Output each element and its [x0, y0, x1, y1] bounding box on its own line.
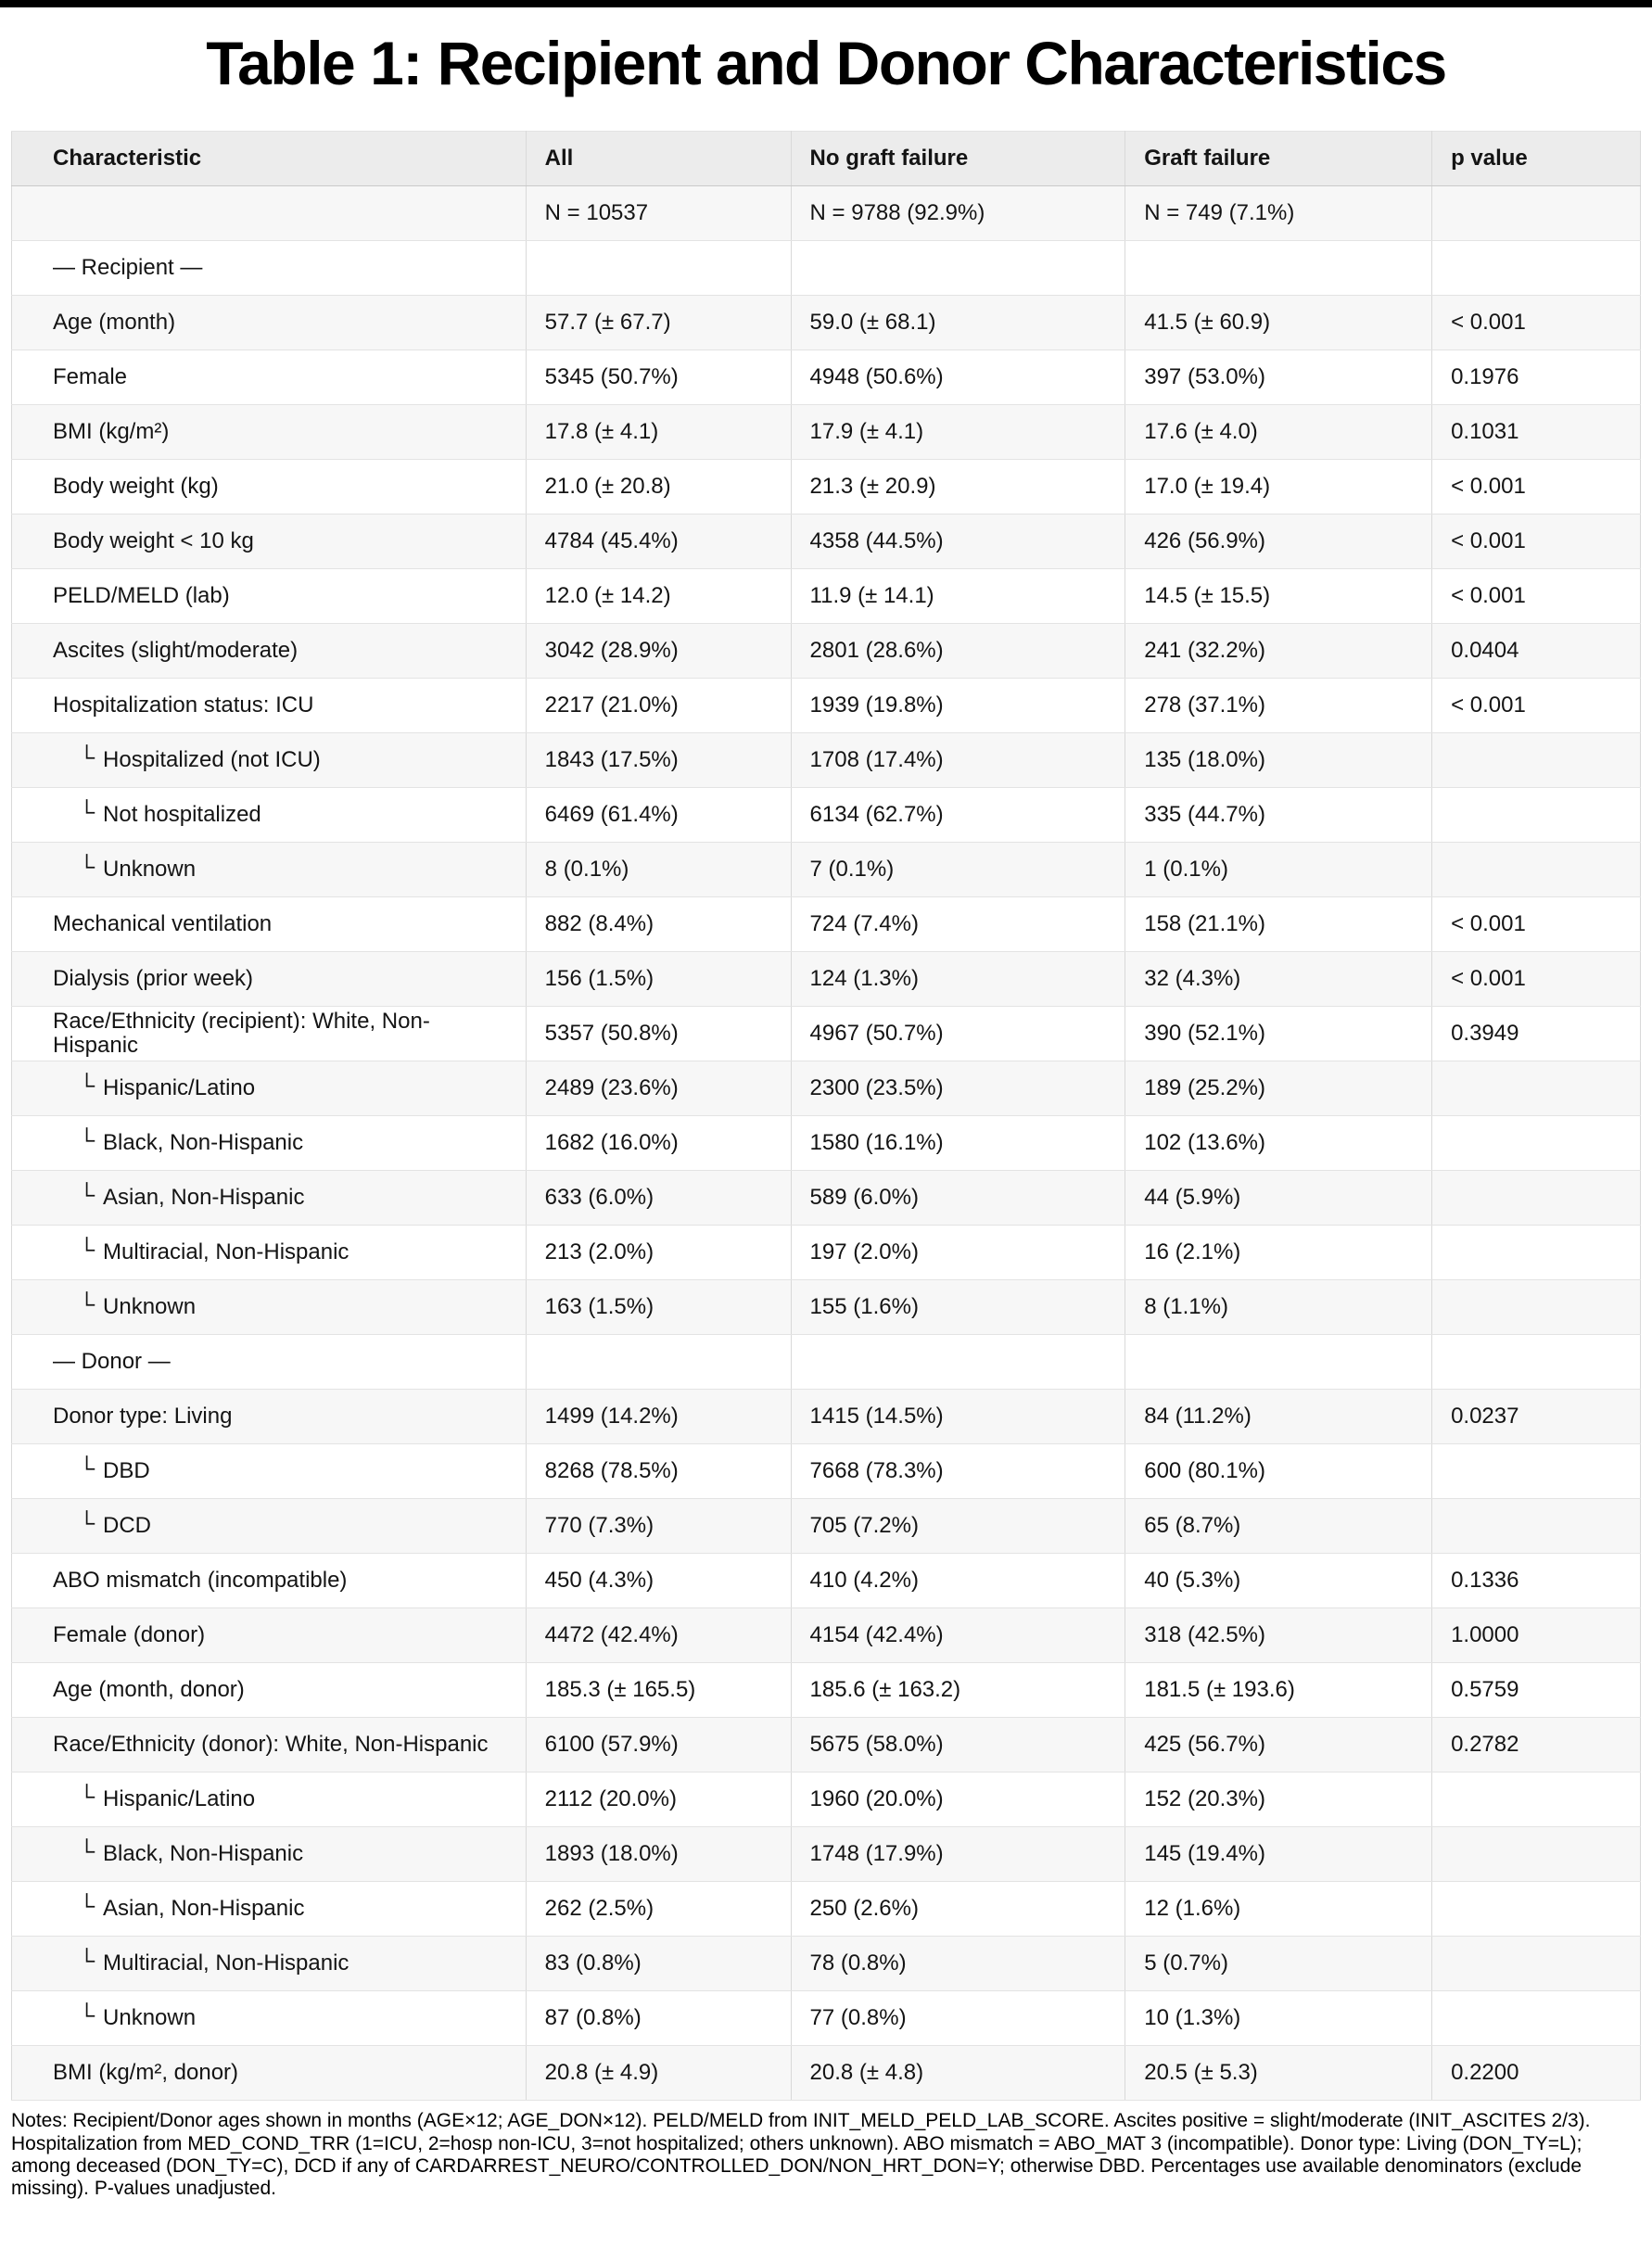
value-cell-graft-failure	[1125, 1335, 1432, 1390]
table-row	[12, 1827, 1641, 1882]
row-label-cell: ABO mismatch (incompatible)	[12, 1554, 527, 1608]
row-label-cell: PELD/MELD (lab)	[12, 569, 527, 624]
row-label-cell: Hospitalization status: ICU	[12, 679, 527, 733]
row-label: Unknown	[103, 857, 197, 883]
table-row	[12, 460, 1641, 515]
value-cell-all: 4472 (42.4%)	[526, 1608, 791, 1663]
table-notes: Notes: Recipient/Donor ages shown in months (AGE×12; AGE_DON×12). PELD/MELD from INIT_MELD_PELD_LAB_SCORE. Ascites positive = slight/moderate (INIT_ASCITES 2/3). Hospitalization from MED_COND_TRR (1=ICU, 2=hosp non-ICU, 3=not hospitalized; others unknown). ABO mismatch = ABO_MAT 3 (incompatible). Donor type: Living (DON_TY=L); among deceased (DON_TY=C), DCD if any of CARDARREST_NEURO/CONTROLLED_DON/NON_HRT_DON=Y; otherwise DBD. Percentages use available denominators (exclude missing). P-values unadjusted.	[11, 2110, 1591, 2200]
row-label: Multiracial, Non-Hispanic	[103, 1950, 349, 1976]
row-label-cell: Mechanical ventilation	[12, 897, 527, 952]
p-value-cell: 0.1976	[1432, 350, 1641, 405]
value-cell-all: 12.0 (± 14.2)	[526, 569, 791, 624]
value-cell-no-graft-failure: 1939 (19.8%)	[791, 679, 1125, 733]
p-value-cell	[1432, 1991, 1641, 2046]
p-value-cell	[1432, 1280, 1641, 1335]
branch-icon: └	[79, 1128, 95, 1154]
p-value-cell	[1432, 241, 1641, 296]
value-cell-all: 5357 (50.8%)	[526, 1007, 791, 1061]
table-row	[12, 1554, 1641, 1608]
value-cell-no-graft-failure: 155 (1.6%)	[791, 1280, 1125, 1335]
table-row	[12, 624, 1641, 679]
p-value-cell: 0.2200	[1432, 2046, 1641, 2101]
table-row	[12, 1718, 1641, 1773]
table-row	[12, 1608, 1641, 1663]
value-cell-graft-failure: 145 (19.4%)	[1125, 1827, 1432, 1882]
header-p-value: p value	[1432, 132, 1641, 186]
value-cell-graft-failure: 14.5 (± 15.5)	[1125, 569, 1432, 624]
value-cell-no-graft-failure: 1708 (17.4%)	[791, 733, 1125, 788]
p-value-cell	[1432, 1171, 1641, 1226]
p-value-cell: < 0.001	[1432, 569, 1641, 624]
value-cell-no-graft-failure: 705 (7.2%)	[791, 1499, 1125, 1554]
table-row	[12, 1882, 1641, 1937]
value-cell-no-graft-failure: 1580 (16.1%)	[791, 1116, 1125, 1171]
branch-icon: └	[79, 1292, 95, 1318]
value-cell-graft-failure: 318 (42.5%)	[1125, 1608, 1432, 1663]
value-cell-all: 882 (8.4%)	[526, 897, 791, 952]
value-cell-no-graft-failure: 2300 (23.5%)	[791, 1061, 1125, 1116]
value-cell-graft-failure: 8 (1.1%)	[1125, 1280, 1432, 1335]
section-row	[12, 1335, 1641, 1390]
value-cell-graft-failure: 5 (0.7%)	[1125, 1937, 1432, 1991]
value-cell-no-graft-failure	[791, 241, 1125, 296]
section-row	[12, 241, 1641, 296]
table-row	[12, 350, 1641, 405]
p-value-cell: 0.5759	[1432, 1663, 1641, 1718]
value-cell-no-graft-failure: 1748 (17.9%)	[791, 1827, 1125, 1882]
header-all: All	[526, 132, 791, 186]
value-cell-all: 5345 (50.7%)	[526, 350, 791, 405]
value-cell-graft-failure: 189 (25.2%)	[1125, 1061, 1432, 1116]
row-label-cell: Female	[12, 350, 527, 405]
value-cell-all: 3042 (28.9%)	[526, 624, 791, 679]
table-row	[12, 1171, 1641, 1226]
value-cell-no-graft-failure: 21.3 (± 20.9)	[791, 460, 1125, 515]
value-cell-no-graft-failure: 4154 (42.4%)	[791, 1608, 1125, 1663]
branch-icon: └	[79, 1074, 95, 1099]
header-no-graft-failure: No graft failure	[791, 132, 1125, 186]
table-row	[12, 515, 1641, 569]
value-cell-no-graft-failure: 5675 (58.0%)	[791, 1718, 1125, 1773]
table-row	[12, 1937, 1641, 1991]
branch-icon: └	[79, 1949, 95, 1975]
value-cell-graft-failure: 12 (1.6%)	[1125, 1882, 1432, 1937]
row-label-cell: — Recipient —	[12, 241, 527, 296]
row-label-cell: BMI (kg/m², donor)	[12, 2046, 527, 2101]
p-value-cell	[1432, 1226, 1641, 1280]
row-label-cell	[12, 1937, 527, 1991]
header-row	[12, 132, 1641, 186]
row-label: Asian, Non-Hispanic	[103, 1896, 305, 1922]
p-value-cell	[1432, 1773, 1641, 1827]
value-cell-graft-failure: 181.5 (± 193.6)	[1125, 1663, 1432, 1718]
table-row	[12, 1991, 1641, 2046]
value-cell-all: 6469 (61.4%)	[526, 788, 791, 843]
value-cell-all: 57.7 (± 67.7)	[526, 296, 791, 350]
table-row	[12, 1773, 1641, 1827]
value-cell-graft-failure: 102 (13.6%)	[1125, 1116, 1432, 1171]
row-label-cell	[12, 843, 527, 897]
value-cell-all: 262 (2.5%)	[526, 1882, 791, 1937]
value-cell-all: 6100 (57.9%)	[526, 1718, 791, 1773]
row-label-cell	[12, 1827, 527, 1882]
value-cell-no-graft-failure: 410 (4.2%)	[791, 1554, 1125, 1608]
table-row	[12, 952, 1641, 1007]
value-cell-no-graft-failure: 197 (2.0%)	[791, 1226, 1125, 1280]
p-value-cell: < 0.001	[1432, 515, 1641, 569]
value-cell-no-graft-failure: 20.8 (± 4.8)	[791, 2046, 1125, 2101]
branch-icon: └	[79, 1785, 95, 1811]
branch-icon: └	[79, 1894, 95, 1920]
value-cell-graft-failure: 425 (56.7%)	[1125, 1718, 1432, 1773]
p-value-cell: < 0.001	[1432, 952, 1641, 1007]
p-value-cell	[1432, 843, 1641, 897]
row-label-cell	[12, 1226, 527, 1280]
row-label-cell: — Donor —	[12, 1335, 527, 1390]
value-cell-graft-failure	[1125, 241, 1432, 296]
value-cell-all: N = 10537	[526, 186, 791, 241]
value-cell-no-graft-failure: 4358 (44.5%)	[791, 515, 1125, 569]
row-label-cell: Donor type: Living	[12, 1390, 527, 1444]
row-label-cell	[12, 1499, 527, 1554]
value-cell-graft-failure: 241 (32.2%)	[1125, 624, 1432, 679]
row-label-cell: Female (donor)	[12, 1608, 527, 1663]
value-cell-graft-failure: 17.0 (± 19.4)	[1125, 460, 1432, 515]
value-cell-graft-failure: 84 (11.2%)	[1125, 1390, 1432, 1444]
branch-icon: └	[79, 1183, 95, 1209]
value-cell-no-graft-failure: 2801 (28.6%)	[791, 624, 1125, 679]
row-label-cell	[12, 733, 527, 788]
value-cell-all: 4784 (45.4%)	[526, 515, 791, 569]
row-label-cell: Body weight (kg)	[12, 460, 527, 515]
value-cell-no-graft-failure: 4967 (50.7%)	[791, 1007, 1125, 1061]
value-cell-all: 213 (2.0%)	[526, 1226, 791, 1280]
value-cell-graft-failure: 65 (8.7%)	[1125, 1499, 1432, 1554]
p-value-cell	[1432, 1335, 1641, 1390]
value-cell-no-graft-failure: N = 9788 (92.9%)	[791, 186, 1125, 241]
value-cell-no-graft-failure: 1415 (14.5%)	[791, 1390, 1125, 1444]
p-value-cell	[1432, 788, 1641, 843]
p-value-cell: < 0.001	[1432, 897, 1641, 952]
p-value-cell	[1432, 1882, 1641, 1937]
branch-icon: └	[79, 1456, 95, 1482]
row-label-cell	[12, 1061, 527, 1116]
p-value-cell	[1432, 1116, 1641, 1171]
row-label-cell: Ascites (slight/moderate)	[12, 624, 527, 679]
table-row	[12, 1663, 1641, 1718]
p-value-cell	[1432, 1827, 1641, 1882]
row-label: Asian, Non-Hispanic	[103, 1185, 305, 1211]
p-value-cell	[1432, 1444, 1641, 1499]
table-row	[12, 1444, 1641, 1499]
value-cell-all: 8 (0.1%)	[526, 843, 791, 897]
row-label: Unknown	[103, 1294, 197, 1320]
table-row	[12, 1499, 1641, 1554]
row-label: Hispanic/Latino	[103, 1075, 256, 1101]
value-cell-no-graft-failure: 6134 (62.7%)	[791, 788, 1125, 843]
branch-icon: └	[79, 800, 95, 826]
value-cell-all: 2112 (20.0%)	[526, 1773, 791, 1827]
table-row	[12, 733, 1641, 788]
row-label: DBD	[103, 1458, 150, 1484]
value-cell-all: 770 (7.3%)	[526, 1499, 791, 1554]
table-row	[12, 1061, 1641, 1116]
value-cell-no-graft-failure: 1960 (20.0%)	[791, 1773, 1125, 1827]
value-cell-no-graft-failure: 59.0 (± 68.1)	[791, 296, 1125, 350]
table-row	[12, 1226, 1641, 1280]
row-label: Not hospitalized	[103, 802, 261, 828]
branch-icon: └	[79, 855, 95, 881]
table-row	[12, 405, 1641, 460]
table-row	[12, 897, 1641, 952]
table-body	[12, 186, 1641, 2101]
branch-icon: └	[79, 1238, 95, 1264]
table-row	[12, 569, 1641, 624]
row-label: Multiracial, Non-Hispanic	[103, 1239, 349, 1265]
branch-icon: └	[79, 745, 95, 771]
value-cell-all: 156 (1.5%)	[526, 952, 791, 1007]
value-cell-graft-failure: 44 (5.9%)	[1125, 1171, 1432, 1226]
p-value-cell: 0.2782	[1432, 1718, 1641, 1773]
value-cell-no-graft-failure: 589 (6.0%)	[791, 1171, 1125, 1226]
header-characteristic: Characteristic	[12, 132, 527, 186]
value-cell-graft-failure: 335 (44.7%)	[1125, 788, 1432, 843]
value-cell-all: 185.3 (± 165.5)	[526, 1663, 791, 1718]
row-label-cell	[12, 788, 527, 843]
table-row	[12, 1280, 1641, 1335]
row-label-cell	[12, 1882, 527, 1937]
row-label: Black, Non-Hispanic	[103, 1130, 304, 1156]
value-cell-all: 83 (0.8%)	[526, 1937, 791, 1991]
p-value-cell	[1432, 1937, 1641, 1991]
value-cell-all: 450 (4.3%)	[526, 1554, 791, 1608]
table-row	[12, 1390, 1641, 1444]
value-cell-no-graft-failure: 185.6 (± 163.2)	[791, 1663, 1125, 1718]
value-cell-no-graft-failure	[791, 1335, 1125, 1390]
value-cell-graft-failure: 40 (5.3%)	[1125, 1554, 1432, 1608]
p-value-cell: < 0.001	[1432, 460, 1641, 515]
row-label-cell	[12, 1773, 527, 1827]
value-cell-no-graft-failure: 78 (0.8%)	[791, 1937, 1125, 1991]
table-row	[12, 679, 1641, 733]
p-value-cell: < 0.001	[1432, 296, 1641, 350]
value-cell-graft-failure: 278 (37.1%)	[1125, 679, 1432, 733]
p-value-cell: 0.1336	[1432, 1554, 1641, 1608]
table-row	[12, 843, 1641, 897]
value-cell-all: 1499 (14.2%)	[526, 1390, 791, 1444]
value-cell-graft-failure: 10 (1.3%)	[1125, 1991, 1432, 2046]
table-row	[12, 296, 1641, 350]
value-cell-graft-failure: 397 (53.0%)	[1125, 350, 1432, 405]
value-cell-no-graft-failure: 124 (1.3%)	[791, 952, 1125, 1007]
value-cell-graft-failure: 426 (56.9%)	[1125, 515, 1432, 569]
row-label-cell: Race/Ethnicity (donor): White, Non-Hispanic	[12, 1718, 527, 1773]
value-cell-no-graft-failure: 4948 (50.6%)	[791, 350, 1125, 405]
value-cell-all: 1893 (18.0%)	[526, 1827, 791, 1882]
row-label-cell: Dialysis (prior week)	[12, 952, 527, 1007]
value-cell-no-graft-failure: 17.9 (± 4.1)	[791, 405, 1125, 460]
value-cell-graft-failure: 158 (21.1%)	[1125, 897, 1432, 952]
row-label: Hispanic/Latino	[103, 1786, 256, 1812]
characteristics-table	[11, 131, 1641, 2101]
p-value-cell	[1432, 1499, 1641, 1554]
p-value-cell	[1432, 1061, 1641, 1116]
table-row	[12, 1116, 1641, 1171]
p-value-cell: 0.3949	[1432, 1007, 1641, 1061]
value-cell-all: 2217 (21.0%)	[526, 679, 791, 733]
value-cell-graft-failure: 32 (4.3%)	[1125, 952, 1432, 1007]
value-cell-all: 87 (0.8%)	[526, 1991, 791, 2046]
p-value-cell: 0.0404	[1432, 624, 1641, 679]
branch-icon: └	[79, 1839, 95, 1865]
table-row	[12, 186, 1641, 241]
value-cell-no-graft-failure: 7668 (78.3%)	[791, 1444, 1125, 1499]
value-cell-all: 1843 (17.5%)	[526, 733, 791, 788]
value-cell-all: 2489 (23.6%)	[526, 1061, 791, 1116]
value-cell-graft-failure: N = 749 (7.1%)	[1125, 186, 1432, 241]
value-cell-graft-failure: 390 (52.1%)	[1125, 1007, 1432, 1061]
value-cell-no-graft-failure: 250 (2.6%)	[791, 1882, 1125, 1937]
p-value-cell	[1432, 733, 1641, 788]
row-label: Unknown	[103, 2005, 197, 2031]
row-label-cell	[12, 1171, 527, 1226]
value-cell-graft-failure: 16 (2.1%)	[1125, 1226, 1432, 1280]
top-bar	[0, 0, 1652, 7]
page-title: Table 1: Recipient and Donor Characteristics	[206, 29, 1446, 97]
branch-icon: └	[79, 2003, 95, 2029]
value-cell-graft-failure: 600 (80.1%)	[1125, 1444, 1432, 1499]
row-label-cell	[12, 1444, 527, 1499]
value-cell-all: 20.8 (± 4.9)	[526, 2046, 791, 2101]
row-label-cell	[12, 186, 527, 241]
table-row	[12, 1007, 1641, 1061]
row-label-cell: Race/Ethnicity (recipient): White, Non-Hispanic	[12, 1007, 527, 1061]
row-label-cell: Body weight < 10 kg	[12, 515, 527, 569]
value-cell-graft-failure: 135 (18.0%)	[1125, 733, 1432, 788]
table-row	[12, 788, 1641, 843]
value-cell-graft-failure: 20.5 (± 5.3)	[1125, 2046, 1432, 2101]
row-label-cell: BMI (kg/m²)	[12, 405, 527, 460]
value-cell-all	[526, 1335, 791, 1390]
value-cell-all: 633 (6.0%)	[526, 1171, 791, 1226]
value-cell-no-graft-failure: 7 (0.1%)	[791, 843, 1125, 897]
value-cell-all: 21.0 (± 20.8)	[526, 460, 791, 515]
branch-icon: └	[79, 1511, 95, 1537]
row-label: Black, Non-Hispanic	[103, 1841, 304, 1867]
p-value-cell: < 0.001	[1432, 679, 1641, 733]
value-cell-all	[526, 241, 791, 296]
row-label: DCD	[103, 1513, 152, 1539]
value-cell-no-graft-failure: 11.9 (± 14.1)	[791, 569, 1125, 624]
value-cell-no-graft-failure: 724 (7.4%)	[791, 897, 1125, 952]
value-cell-no-graft-failure: 77 (0.8%)	[791, 1991, 1125, 2046]
value-cell-all: 8268 (78.5%)	[526, 1444, 791, 1499]
p-value-cell: 0.1031	[1432, 405, 1641, 460]
p-value-cell: 1.0000	[1432, 1608, 1641, 1663]
value-cell-all: 163 (1.5%)	[526, 1280, 791, 1335]
row-label-cell: Age (month, donor)	[12, 1663, 527, 1718]
value-cell-all: 1682 (16.0%)	[526, 1116, 791, 1171]
p-value-cell	[1432, 186, 1641, 241]
table-row	[12, 2046, 1641, 2101]
header-graft-failure: Graft failure	[1125, 132, 1432, 186]
row-label-cell	[12, 1280, 527, 1335]
row-label: Hospitalized (not ICU)	[103, 747, 321, 773]
value-cell-all: 17.8 (± 4.1)	[526, 405, 791, 460]
row-label-cell	[12, 1116, 527, 1171]
value-cell-graft-failure: 1 (0.1%)	[1125, 843, 1432, 897]
row-label-cell	[12, 1991, 527, 2046]
value-cell-graft-failure: 152 (20.3%)	[1125, 1773, 1432, 1827]
value-cell-graft-failure: 41.5 (± 60.9)	[1125, 296, 1432, 350]
table-header	[12, 132, 1641, 186]
value-cell-graft-failure: 17.6 (± 4.0)	[1125, 405, 1432, 460]
row-label-cell: Age (month)	[12, 296, 527, 350]
p-value-cell: 0.0237	[1432, 1390, 1641, 1444]
